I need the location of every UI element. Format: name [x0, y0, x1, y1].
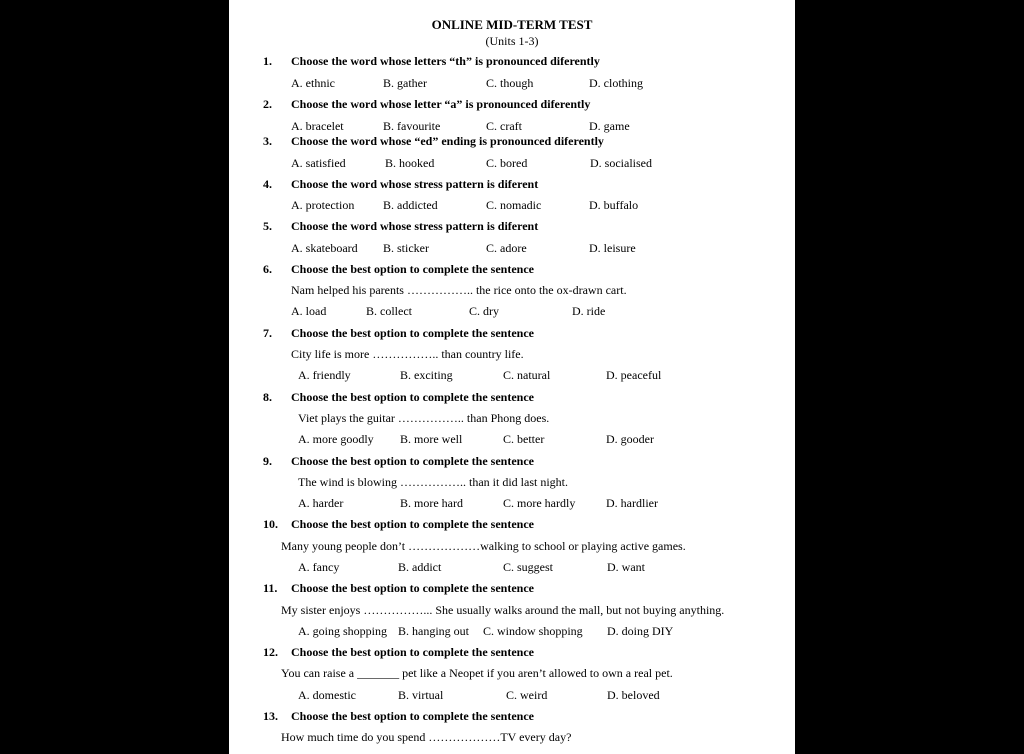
question-sentence: You can raise a _______ pet like a Neopet if you aren’t allowed to own a real pet. — [281, 666, 673, 680]
question-number: 1. — [263, 54, 272, 68]
answer-option: B. collect — [366, 304, 412, 318]
answer-option: C. window shopping — [483, 624, 583, 638]
answer-option: D. ride — [572, 304, 606, 318]
question-instruction: Choose the best option to complete the sentence — [291, 709, 534, 723]
question-number: 2. — [263, 97, 272, 111]
answer-option: D. game — [589, 119, 630, 133]
question-sentence: Viet plays the guitar …………….. than Phong does. — [298, 411, 550, 425]
answer-option: C. nomadic — [486, 198, 542, 212]
answer-option: A. skateboard — [291, 241, 358, 255]
question-number: 3. — [263, 134, 272, 148]
answer-option: B. addict — [398, 560, 442, 574]
answer-option: A. harder — [298, 496, 344, 510]
answer-option: D. gooder — [606, 432, 654, 446]
question-instruction: Choose the word whose stress pattern is diferent — [291, 177, 539, 191]
question-sentence: City life is more …………….. than country life. — [291, 347, 524, 361]
answer-option: C. bored — [486, 156, 528, 170]
answer-option: B. addicted — [383, 198, 438, 212]
answer-option: D. hardlier — [606, 496, 658, 510]
question-number: 6. — [263, 262, 272, 276]
test-page — [229, 0, 795, 754]
answer-option: A. load — [291, 304, 327, 318]
question-sentence: Nam helped his parents …………….. the rice onto the ox-drawn cart. — [291, 283, 627, 297]
question-number: 8. — [263, 390, 272, 404]
question-number: 12. — [263, 645, 278, 659]
page-title: ONLINE MID-TERM TEST — [431, 17, 593, 32]
answer-option: C. craft — [486, 119, 522, 133]
answer-option: D. peaceful — [606, 368, 662, 382]
question-number: 5. — [263, 219, 272, 233]
question-number: 9. — [263, 454, 272, 468]
question-instruction: Choose the word whose letter “a” is pronounced diferently — [291, 97, 591, 111]
answer-option: B. more well — [400, 432, 463, 446]
answer-option: C. adore — [486, 241, 527, 255]
answer-option: D. socialised — [590, 156, 652, 170]
answer-option: A. fancy — [298, 560, 340, 574]
question-sentence: My sister enjoys ……………... She usually walks around the mall, but not buying anything. — [281, 603, 725, 617]
answer-option: D. doing DIY — [607, 624, 674, 638]
answer-option: B. more hard — [400, 496, 463, 510]
answer-option: C. better — [503, 432, 545, 446]
answer-option: A. more goodly — [298, 432, 374, 446]
question-instruction: Choose the word whose “ed” ending is pronounced diferently — [291, 134, 604, 148]
answer-option: A. protection — [291, 198, 355, 212]
question-number: 11. — [263, 581, 278, 595]
page-subtitle: (Units 1-3) — [485, 34, 539, 48]
answer-option: A. going shopping — [298, 624, 388, 638]
answer-option: C. though — [486, 76, 534, 90]
answer-option: B. gather — [383, 76, 427, 90]
question-instruction: Choose the best option to complete the sentence — [291, 517, 534, 531]
question-sentence: How much time do you spend ………………TV every day? — [281, 730, 572, 744]
question-instruction: Choose the word whose stress pattern is diferent — [291, 219, 539, 233]
answer-option: B. exciting — [400, 368, 453, 382]
answer-option: A. satisfied — [291, 156, 346, 170]
answer-option: D. buffalo — [589, 198, 639, 212]
answer-option: C. weird — [506, 688, 548, 702]
answer-option: A. ethnic — [291, 76, 335, 90]
question-instruction: Choose the best option to complete the sentence — [291, 581, 534, 595]
question-number: 4. — [263, 177, 272, 191]
answer-option: B. hanging out — [398, 624, 469, 638]
question-instruction: Choose the best option to complete the sentence — [291, 326, 534, 340]
question-instruction: Choose the best option to complete the sentence — [291, 645, 534, 659]
answer-option: B. sticker — [383, 241, 429, 255]
question-instruction: Choose the word whose letters “th” is pronounced diferently — [291, 54, 600, 68]
question-instruction: Choose the best option to complete the sentence — [291, 262, 534, 276]
answer-option: C. dry — [469, 304, 499, 318]
answer-option: D. clothing — [589, 76, 643, 90]
answer-option: B. virtual — [398, 688, 444, 702]
answer-option: D. beloved — [607, 688, 660, 702]
answer-option: B. favourite — [383, 119, 441, 133]
answer-option: A. domestic — [298, 688, 356, 702]
question-number: 7. — [263, 326, 272, 340]
question-instruction: Choose the best option to complete the sentence — [291, 390, 534, 404]
answer-option: A. bracelet — [291, 119, 344, 133]
question-number: 13. — [263, 709, 278, 723]
question-instruction: Choose the best option to complete the sentence — [291, 454, 534, 468]
question-sentence: The wind is blowing …………….. than it did last night. — [298, 475, 568, 489]
answer-option: A. friendly — [298, 368, 351, 382]
answer-option: D. want — [607, 560, 645, 574]
question-number: 10. — [263, 517, 278, 531]
answer-option: D. leisure — [589, 241, 636, 255]
answer-option: C. natural — [503, 368, 551, 382]
answer-option: B. hooked — [385, 156, 435, 170]
answer-option: C. suggest — [503, 560, 554, 574]
answer-option: C. more hardly — [503, 496, 576, 510]
question-sentence: Many young people don’t ………………walking to school or playing active games. — [281, 539, 686, 553]
